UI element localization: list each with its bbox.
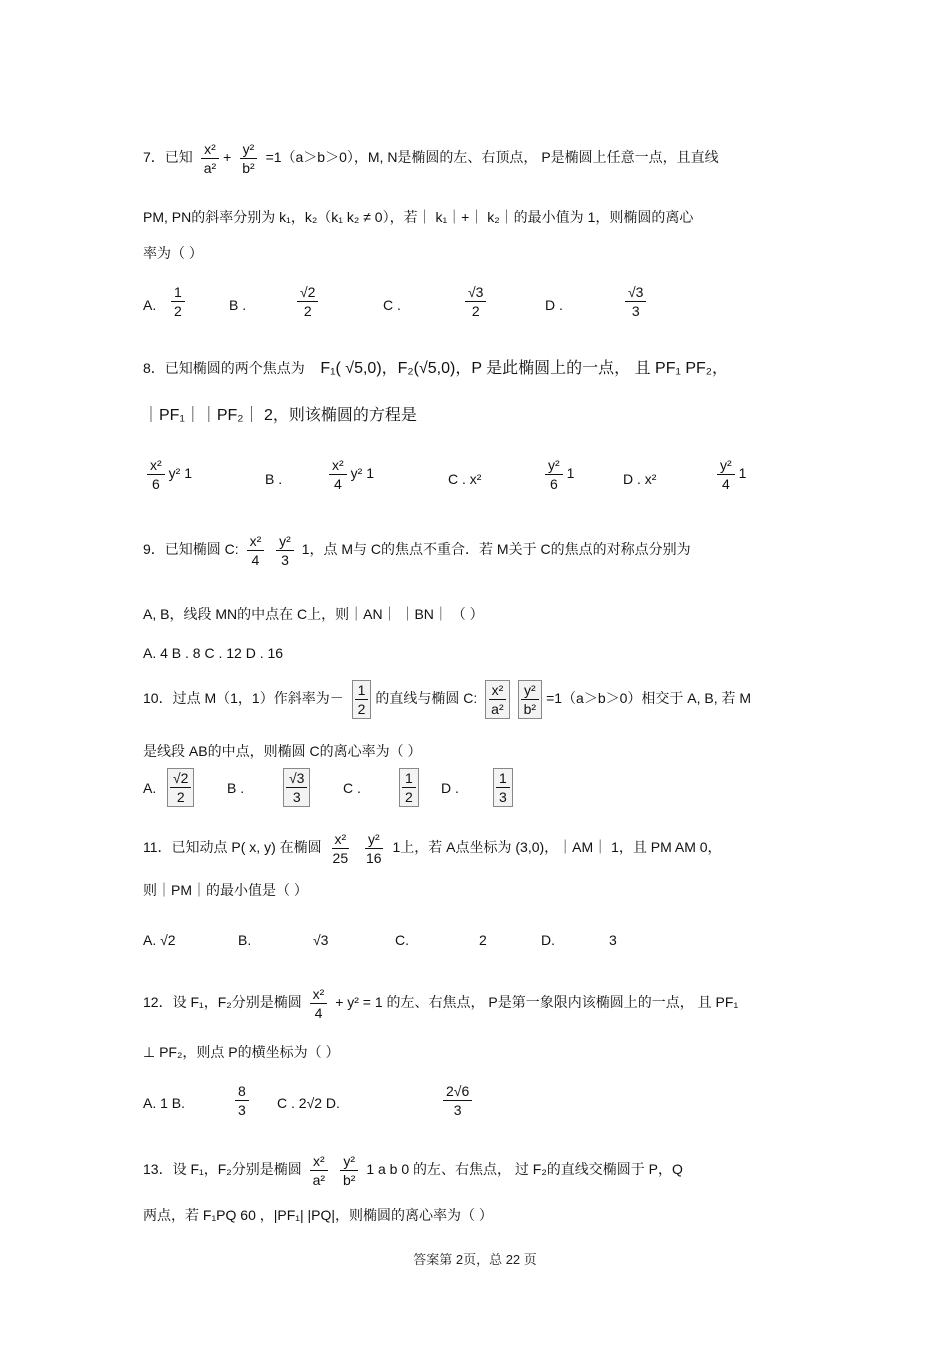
q7-option-b: B . [229, 297, 247, 313]
q9-line2: A, B，线段 MN的中点在 C上，则｜AN｜ ｜BN｜ （ ） [143, 606, 484, 622]
q13-line1: 13．设 F₁，F₂分别是椭圆 $\frac{\text{x²}}{\text{a²}}$ $\frac{\text{y²}}{\text{b²}}$ 1 a b 0 的左、右焦点， 过 F₂的直线交椭圆于 P，Q [143, 1153, 683, 1188]
q7-option-a: A. [143, 297, 157, 313]
q9-options: A. 4 B . 8 C . 12 D . 16 [143, 645, 284, 661]
q7-fraction-y: $\frac{\text{y²}}{\text{b²}}$ [239, 140, 257, 177]
q10-line2: 是线段 AB的中点，则椭圆 C的离心率为（ ） [143, 743, 422, 759]
q7-line1: 7．已知 $\frac{\text{x²}}{\text{a²}}$ + $\frac{\text{y²}}{\text{b²}}$ =1（a＞b＞0），M, N是椭圆的左、右顶点， P是椭圆上任意一点，且直线 [143, 141, 719, 176]
q11-line1: 11．已知动点 P( x, y) 在椭圆 $\frac{\text{x²}}{25}$ $\frac{\text{y²}}{16}$ 1上，若 A点坐标为 (3,0)，｜AM｜ 1，且 PM AM 0， [143, 831, 722, 866]
q7-option-c: C . [383, 297, 401, 313]
q9-line1: 9．已知椭圆 C: $\frac{\text{x²}}{4}$ $\frac{\text{y²}}{3}$ 1，点 M与 C的焦点不重合．若 M关于 C的焦点的对称点分别为 [143, 533, 691, 568]
q8-line2: ｜PF₁｜｜PF₂｜ 2，则该椭圆的方程是 [143, 407, 417, 424]
q7-line3: 率为（ ） [143, 245, 203, 261]
q13-line2: 两点，若 F₁PQ 60 ，|PF₁| |PQ|，则椭圆的离心率为（ ） [143, 1207, 493, 1223]
q10-line1: 10．过点 M（1，1）作斜率为－ $\frac{1}{2}$ 的直线与椭圆 C: $\frac{\text{x²}}{\text{a²}}$ $\frac{\text{y²}}{\text{b²}}$ =1（a＞b＞0）相交于 A, B, 若 M [143, 682, 752, 717]
q11-line2: 则｜PM｜的最小值是（ ） [143, 882, 308, 898]
q7-intro: 7．已知 [143, 149, 193, 166]
q7-text: =1（a＞b＞0），M, N是椭圆的左、右顶点， P是椭圆上任意一点，且直线 [265, 149, 719, 166]
q7-option-d: D . [545, 297, 563, 313]
q8-line1: 8．已知椭圆的两个焦点为 F₁( √5,0)，F₂(√5,0)，P 是此椭圆上的一点， 且 PF₁ PF₂， [143, 360, 728, 377]
page-footer: 答案第 2页，总 22 页 [413, 1252, 537, 1267]
q12-line2: ⊥ PF₂，则点 P的横坐标为（ ） [143, 1044, 340, 1060]
q7-line2: PM, PN的斜率分别为 k₁，k₂（k₁ k₂ ≠ 0），若｜ k₁｜+｜ k₂｜的最小值为 1，则椭圆的离心 [143, 209, 694, 225]
q7-fraction-x: $\frac{\text{x²}}{\text{a²}}$ [201, 140, 219, 177]
q12-line1: 12．设 F₁，F₂分别是椭圆 $\frac{\text{x²}}{4}$ + y² = 1 的左、右焦点， P是第一象限内该椭圆上的一点， 且 PF₁ [143, 986, 739, 1021]
